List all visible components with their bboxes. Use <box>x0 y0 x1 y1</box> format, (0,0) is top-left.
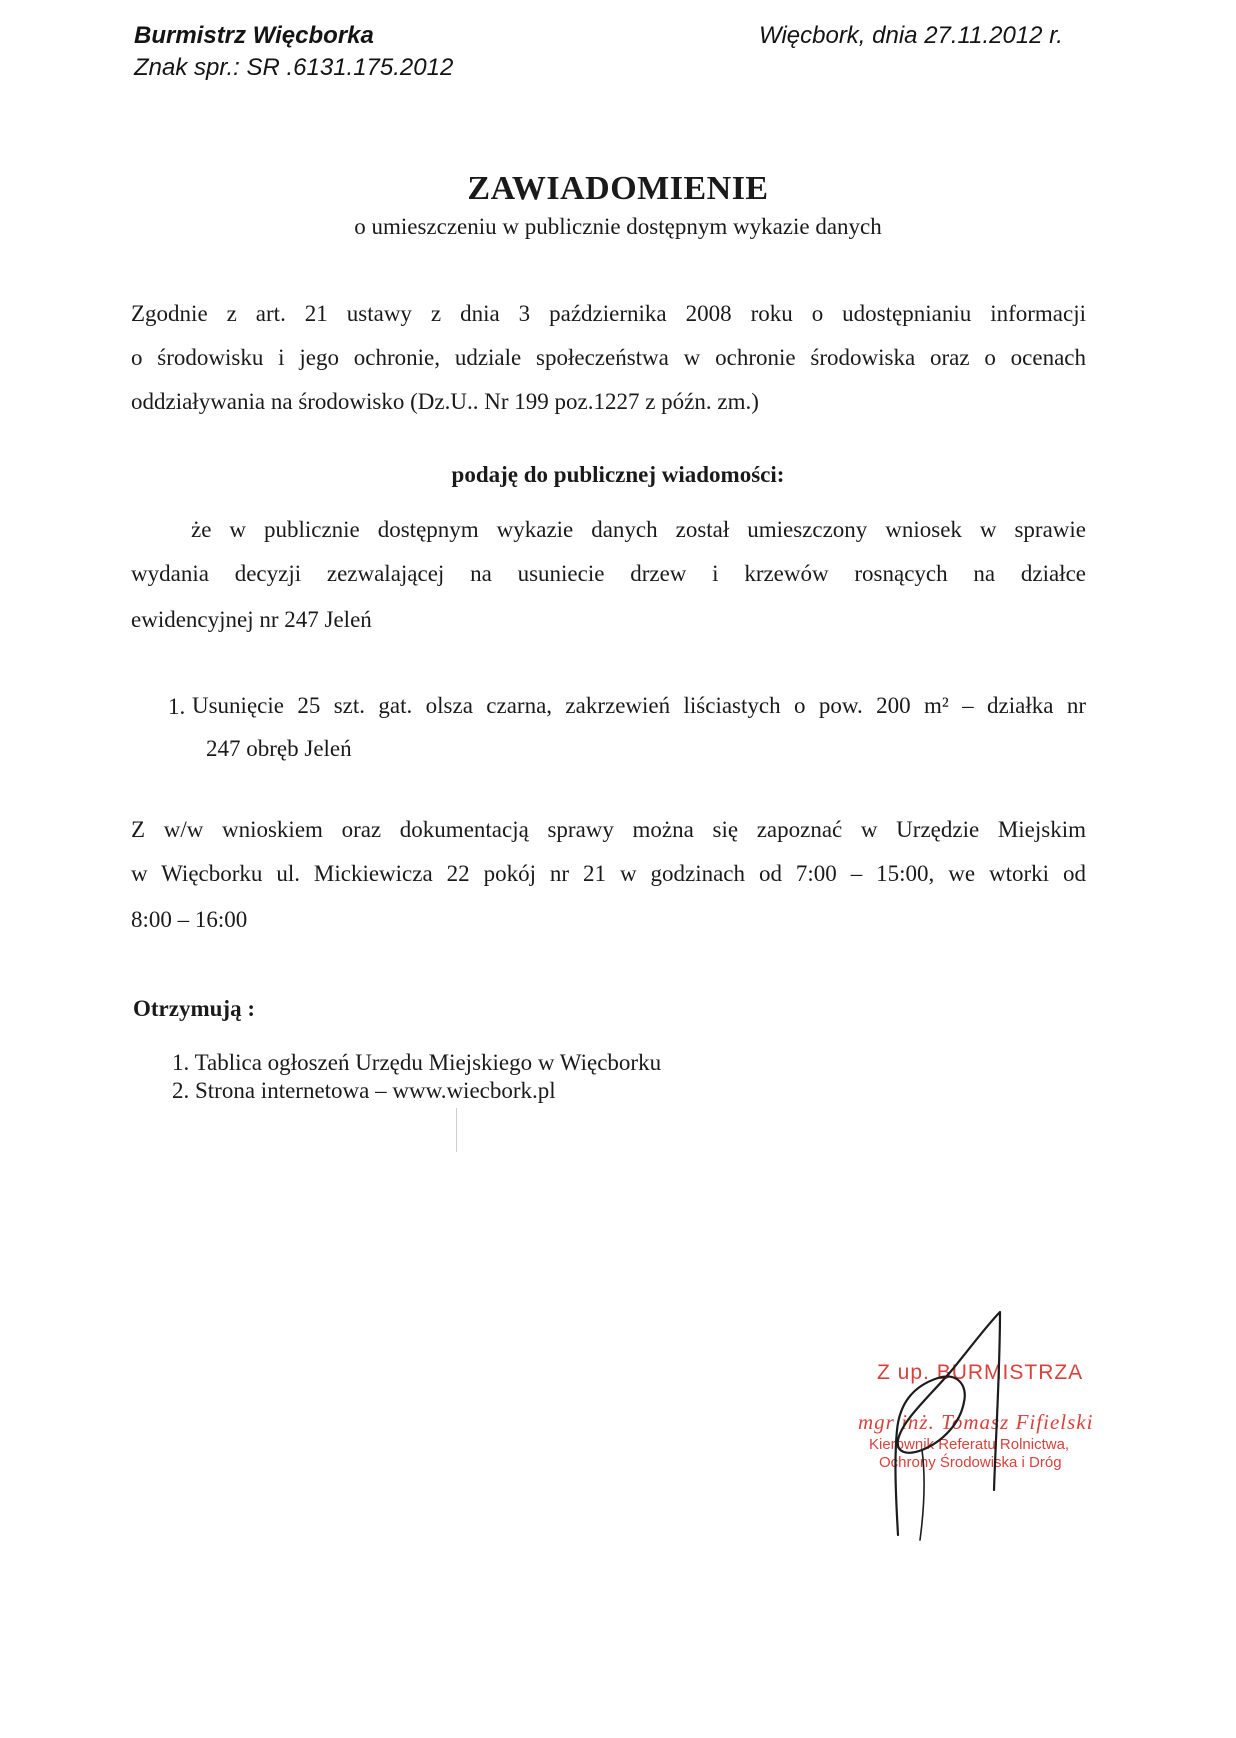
paragraph-line: wydania decyzji zezwalającej na usuniecie drzew i krzewów rosnących na działce <box>131 561 1086 586</box>
paragraph-line: w Więcborku ul. Mickiewicza 22 pokój nr 21 w godzinach od 7:00 – 15:00, we wtorki od <box>131 861 1086 886</box>
authority-name: Burmistrz Więcborka <box>134 22 374 49</box>
paragraph-line: ewidencyjnej nr 247 Jeleń <box>131 607 372 632</box>
stamp-line-position: Kierownik Referatu Rolnictwa, <box>869 1436 1070 1453</box>
list-item-number: 1. <box>168 694 186 719</box>
paragraph-line: że w publicznie dostępnym wykazie danych został umieszczony wniosek w sprawie <box>191 517 1086 542</box>
stamp-line-department: Ochrony Środowiska i Dróg <box>879 1454 1062 1471</box>
paragraph-line: o środowisku i jego ochronie, udziale społeczeństwa w ochronie środowiska oraz o ocenach <box>131 345 1086 370</box>
document-subtitle: o umieszczeniu w publicznie dostępnym wykazie danych <box>354 214 882 239</box>
stamp-line-authority: Z up. BURMISTRZA <box>877 1361 1084 1384</box>
recipient-item: 1. Tablica ogłoszeń Urzędu Miejskiego w Więcborku <box>172 1050 662 1075</box>
paragraph-line: oddziaływania na środowisko (Dz.U.. Nr 199 poz.1227 z późn. zm.) <box>131 389 759 414</box>
recipient-item: 2. Strona internetowa – www.wiecbork.pl <box>172 1078 556 1103</box>
announcement-heading: podaję do publicznej wiadomości: <box>451 462 785 487</box>
handwritten-signature <box>860 1300 1060 1550</box>
document-title: ZAWIADOMIENIE <box>467 170 769 207</box>
place-date: Więcbork, dnia 27.11.2012 r. <box>759 22 1063 49</box>
paragraph-line: Zgodnie z art. 21 ustawy z dnia 3 października 2008 roku o udostępnianiu informacji <box>131 301 1086 326</box>
paragraph-line: 8:00 – 16:00 <box>131 907 248 932</box>
list-item-text: 247 obręb Jeleń <box>206 736 352 761</box>
recipients-heading: Otrzymują : <box>133 996 255 1021</box>
scan-mark <box>456 1108 457 1152</box>
paragraph-line: Z w/w wnioskiem oraz dokumentacją sprawy można się zapoznać w Urzędzie Miejskim <box>131 817 1086 842</box>
list-item-text: Usunięcie 25 szt. gat. olsza czarna, zakrzewień liściastych o pow. 200 m² – działka nr <box>192 693 1086 718</box>
reference-number: Znak spr.: SR .6131.175.2012 <box>134 54 454 81</box>
stamp-line-name: mgr inż. Tomasz Fifielski <box>858 1410 1094 1434</box>
